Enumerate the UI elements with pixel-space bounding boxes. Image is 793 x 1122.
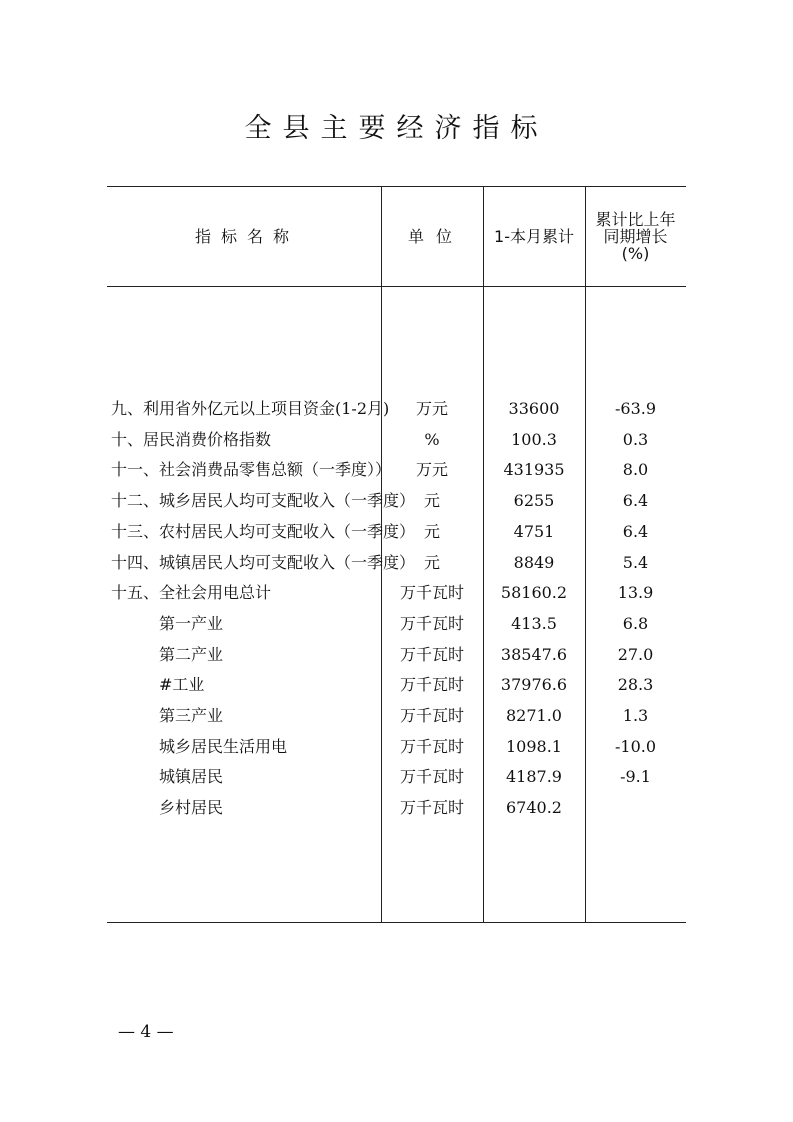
page-title: 全县主要经济指标 — [244, 113, 549, 144]
row-yoy-growth: 0.3 — [622, 429, 649, 449]
row-indicator-name: 十四、城镇居民人均可支配收入（一季度） — [111, 552, 416, 572]
row-indicator-name: 乡村居民 — [159, 798, 224, 818]
row-unit: 万千瓦时 — [399, 644, 464, 664]
row-cumulative-value: 6740.2 — [506, 798, 562, 818]
row-indicator-name: 九、利用省外亿元以上项目资金(1-2月) — [111, 399, 390, 418]
row-indicator-name: 第三产业 — [159, 706, 224, 725]
row-indicator-name: 十一、社会消费品零售总额（一季度）） — [111, 460, 392, 480]
row-cumulative-value: 431935 — [503, 460, 565, 480]
row-indicator-name: 城镇居民 — [159, 767, 224, 787]
row-cumulative-value: 1098.1 — [506, 736, 562, 756]
row-yoy-growth: -9.1 — [620, 767, 651, 787]
row-yoy-growth: 6.8 — [622, 613, 649, 633]
header-cumulative: 1-本月累计 — [494, 226, 574, 246]
row-cumulative-value: 4751 — [513, 521, 555, 541]
row-unit: 万元 — [415, 460, 448, 480]
table-row — [107, 548, 686, 578]
table-row — [107, 394, 686, 424]
row-cumulative-value: 6255 — [513, 491, 555, 511]
row-unit: 万千瓦时 — [399, 798, 464, 818]
row-yoy-growth: 5.4 — [622, 552, 649, 572]
row-indicator-name: 第二产业 — [159, 644, 224, 664]
row-unit: 万千瓦时 — [399, 767, 464, 787]
row-unit: 元 — [423, 552, 440, 572]
row-yoy-growth: 1.3 — [622, 706, 649, 725]
row-unit: 万千瓦时 — [399, 613, 464, 633]
row-yoy-growth: 13.9 — [617, 583, 654, 603]
row-yoy-growth — [585, 793, 686, 823]
table-row — [107, 640, 686, 670]
row-cumulative-value: 8849 — [513, 552, 555, 572]
row-indicator-name: #工业 — [159, 675, 205, 695]
row-indicator-name: 十、居民消费价格指数 — [111, 429, 272, 449]
table-row — [107, 670, 686, 700]
row-unit: 万千瓦时 — [399, 583, 464, 603]
row-indicator-name: 城乡居民生活用电 — [159, 736, 288, 756]
row-unit: 万元 — [415, 399, 448, 418]
row-indicator-name: 十三、农村居民人均可支配收入（一季度） — [111, 521, 416, 541]
row-yoy-growth: 6.4 — [622, 491, 649, 511]
row-cumulative-value: 38547.6 — [500, 644, 568, 664]
row-indicator-name: 十五、全社会用电总计 — [111, 583, 272, 603]
header-indicator-name: 指标名称 — [194, 226, 299, 246]
table-row — [107, 455, 686, 485]
row-yoy-growth: -10.0 — [614, 736, 657, 756]
row-indicator-name: 第一产业 — [159, 613, 224, 633]
table-row — [107, 578, 686, 608]
row-unit: % — [424, 429, 440, 449]
row-unit: 元 — [423, 491, 440, 511]
row-unit: 万千瓦时 — [399, 736, 464, 756]
row-yoy-growth: -63.9 — [614, 399, 657, 418]
header-unit: 单位 — [407, 226, 464, 246]
table-bottom-rule — [107, 922, 686, 923]
table-row — [107, 486, 686, 516]
header-yoy-growth: 累计比上年同期增长(%) — [595, 209, 676, 263]
row-cumulative-value: 37976.6 — [500, 675, 568, 695]
row-unit: 元 — [423, 521, 440, 541]
row-unit: 万千瓦时 — [399, 706, 464, 725]
table-row — [107, 609, 686, 639]
table-row — [107, 517, 686, 547]
row-indicator-name: 十二、城乡居民人均可支配收入（一季度） — [111, 491, 416, 511]
row-yoy-growth: 27.0 — [617, 644, 654, 664]
row-yoy-growth: 6.4 — [622, 521, 649, 541]
row-cumulative-value: 100.3 — [511, 429, 557, 449]
row-cumulative-value: 4187.9 — [506, 767, 562, 787]
page-number: — 4 — — [118, 1022, 174, 1042]
row-cumulative-value: 33600 — [508, 399, 560, 418]
table-row — [107, 762, 686, 792]
header-bottom-rule — [107, 286, 686, 287]
row-yoy-growth: 8.0 — [622, 460, 649, 480]
table-row — [107, 425, 686, 455]
row-cumulative-value: 58160.2 — [500, 583, 568, 603]
table-row — [107, 732, 686, 762]
row-cumulative-value: 413.5 — [511, 613, 557, 633]
row-yoy-growth: 28.3 — [617, 675, 654, 695]
row-unit: 万千瓦时 — [399, 675, 464, 695]
table-row — [107, 793, 686, 823]
indicator-table — [107, 186, 686, 923]
row-cumulative-value: 8271.0 — [506, 706, 562, 725]
table-row — [107, 701, 686, 731]
